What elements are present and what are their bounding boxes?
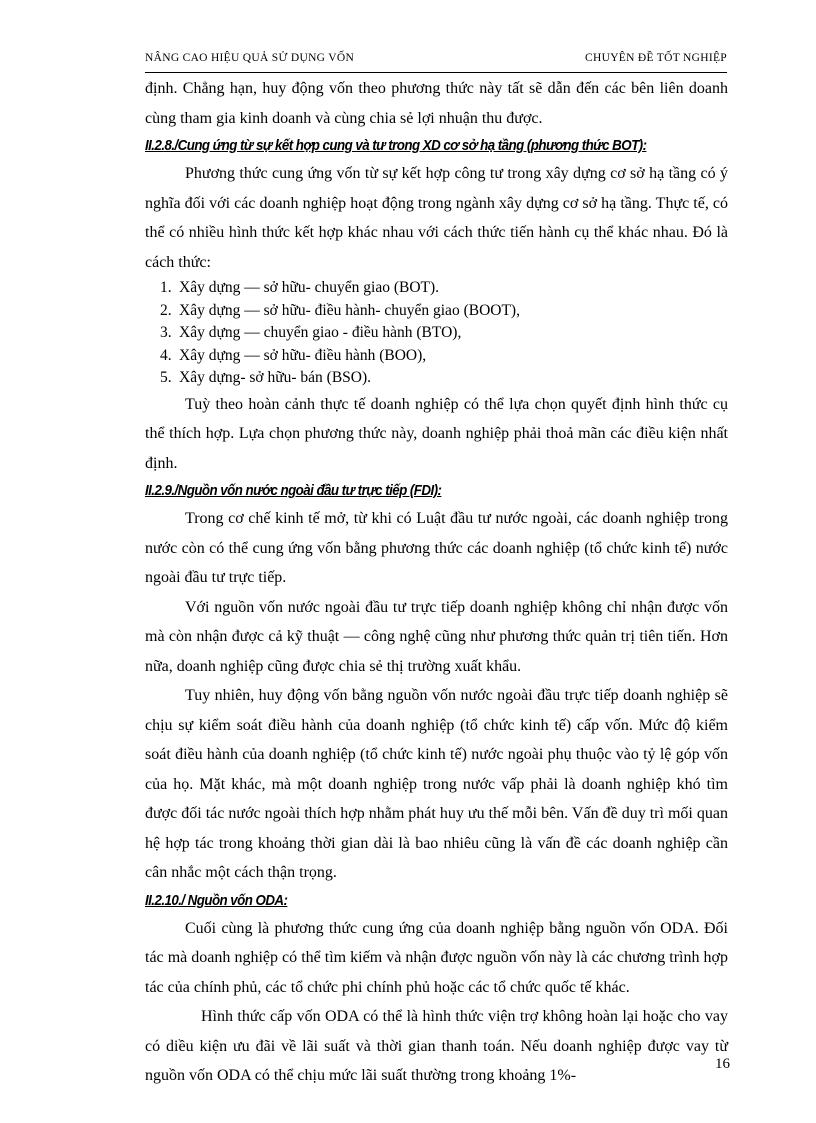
paragraph-oda-1: Cuối cùng là phương thức cung ứng của doanh nghiệp bằng nguồn vốn ODA. Đối tác mà doanh nghiệp có thể tìm kiếm và nhận được nguồn vốn này là các chương trình hợp tác của chính phủ, các tổ chức phi chính phủ hoặc các tổ chức quốc tế khác. [145,919,728,996]
list-item: 2. Xây dựng — sở hữu- điều hành- chuyển giao (BOOT), [160,301,520,319]
bot-methods-list [145,277,728,390]
page-number: 16 [715,1056,730,1072]
list-item: 1. Xây dựng — sở hữu- chuyển giao (BOT). [160,279,440,296]
section-heading-2-2-9: II.2.9./Nguồn vốn nước ngoài đầu tư trực tiếp (FDI): [145,483,442,499]
header-divider [145,72,727,73]
body-text [145,74,728,1091]
continuation-paragraph: định. Chẳng hạn, huy động vốn theo phương thức này tất sẽ dẫn đến các bên liên doanh cùng tham gia kinh doanh và cùng chia sẻ lợi nhuận thu được. [145,80,728,127]
list-item: 4. Xây dựng — sở hữu- điều hành (BOO), [160,346,427,364]
section-heading-2-2-8: II.2.8./Cung ứng từ sự kết hợp cung và tư trong XD cơ sở hạ tầng (phương thức BOT): [145,138,647,154]
running-header [145,52,727,70]
header-title-left: NÂNG CAO HIỆU QUẢ SỬ DỤNG VỐN [145,52,355,64]
paragraph-fdi-2: Với nguồn vốn nước ngoài đầu tư trực tiếp doanh nghiệp không chỉ nhận được vốn mà còn nhận được cả kỹ thuật — công nghệ cũng như phương thức quản trị tiên tiến. Hơn nữa, doanh nghiệp cũng được chia sẻ thị trường xuất khẩu. [145,598,728,675]
paragraph-fdi-1: Trong cơ chế kinh tế mở, từ khi có Luật đầu tư nước ngoài, các doanh nghiệp trong nước còn có thể cung ứng vốn bằng phương thức các doanh nghiệp (tổ chức kinh tế) nước ngoài đầu tư trực tiếp. [145,510,728,586]
paragraph-bot-intro: Phương thức cung ứng vốn từ sự kết hợp công tư trong xây dựng cơ sở hạ tầng có ý nghĩa đối với các doanh nghiệp hoạt động trong ngành xây dựng cơ sở hạ tầng. Thực tế, có thể có nhiều hình thức kết hợp khác nhau với cách thức tiến hành cụ thể khác nhau. Đó là cách thức: [145,165,728,271]
list-item: 5. Xây dựng- sở hữu- bán (BSO). [160,369,372,386]
section-heading-2-2-10: II.2.10./ Nguồn vốn ODA: [145,892,288,909]
paragraph-bot-conclusion: Tuỳ theo hoàn cảnh thực tế doanh nghiệp có thể lựa chọn quyết định hình thức cụ thể thích hợp. Lựa chọn phương thức này, doanh nghiệp phải thoả mãn các điều kiện nhất định. [145,395,728,472]
paragraph-fdi-3: Tuy nhiên, huy động vốn bằng nguồn vốn nước ngoài đầu trực tiếp doanh nghiệp sẽ chịu sự kiểm soát điều hành của doanh nghiệp (tổ chức kinh tế) cấp vốn. Mức độ kiểm soát điều hành của doanh nghiệp (tổ chức kinh tế) nước ngoài phụ thuộc vào tỷ lệ góp vốn của họ. Mặt khác, mà một doanh nghiệp trong nước vấp phải là doanh nghiệp khó tìm được đối tác nước ngoài thích hợp nhằm phát huy ưu thế mỗi bên. Vấn đề duy trì mối quan hệ hợp tác trong khoảng thời gian dài là bao nhiêu cũng là vấn đề các doanh nghiệp cần cân nhắc một cách thận trọng. [145,687,728,881]
header-title-right: CHUYÊN ĐỀ TỐT NGHIỆP [585,52,727,64]
paragraph-oda-2: Hình thức cấp vốn ODA có thể là hình thức viện trợ không hoàn lại hoặc cho vay có diều kiện ưu đãi về lãi suất và thời gian thanh toán. Nếu doanh nghiệp được vay từ nguồn vốn ODA có thể chịu mức lãi suất thường trong khoảng 1%- [145,1008,728,1084]
list-item: 3. Xây dựng — chuyển giao - điều hành (BTO), [160,324,462,341]
